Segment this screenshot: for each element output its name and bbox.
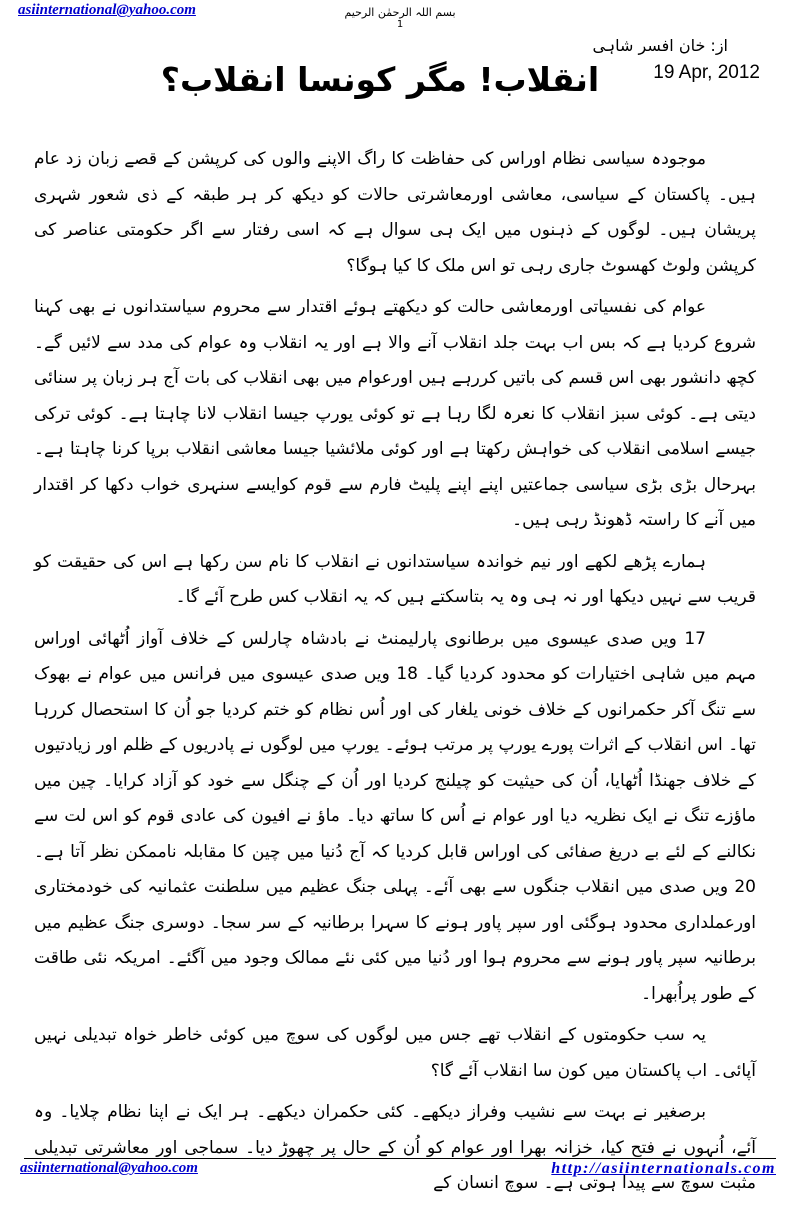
paragraph: موجودہ سیاسی نظام اوراس کی حفاظت کا راگ الاپنے والوں کی کرپشن کے قصے زبان زد عام ہیں۔ پاکستان کے سیاسی، معاشی اورمعاشرتی حالات کو دیکھ کر ہر طبقہ کے ذی شعور شہری پریشان ہیں۔ لوگوں کے ذہنوں میں ایک ہی سوال ہے کہ اسی رفتار سے اگر حکومتی عناصر کی کرپشن ولوٹ کھسوٹ جاری رہی تو اس ملک کا کیا ہوگا؟ bbox=[34, 149, 756, 276]
footer-website-link[interactable]: http://asiinternationals.com bbox=[551, 1160, 776, 1177]
article-date: 19 Apr, 2012 bbox=[653, 62, 760, 83]
article-body bbox=[34, 142, 756, 1208]
paragraph: عوام کی نفسیاتی اورمعاشی حالت کو دیکھتے ہوئے اقتدار سے محروم سیاستدانوں نے بھی کہنا شروع کردیا ہے کہ بس اب بہت جلد انقلاب آنے والا ہے اور یہ انقلاب وہ عوام کی مدد سے لائیں گے۔ کچھ دانشور بھی اس قسم کی باتیں کررہے ہیں اورعوام میں بھی انقلاب کی بات آج ہر زبان پر سنائی دیتی ہے۔ کوئی سبز انقلاب کا نعرہ لگا رہا ہے تو کوئی یورپ جیسا انقلاب لانا چاہتا ہے۔ کوئی ترکی جیسے اسلامی انقلاب کی خواہش رکھتا ہے اور کوئی ملائشیا جیسا معاشی انقلاب برپا کرنا چاہتا ہے۔ بہرحال بڑی بڑی سیاسی جماعتیں اپنے اپنے پلیٹ فارم سے قوم کوایسے سنہری خواب دکھا کر اقتدار میں آنے کا راستہ ڈھونڈ رہی ہیں۔ bbox=[34, 297, 756, 530]
paragraph: برصغیر نے بہت سے نشیب وفراز دیکھے۔ کئی حکمران دیکھے۔ ہر ایک نے اپنا نظام چلایا۔ وہ آئے، اُنہوں نے فتح کیا، خزانہ بھرا اور عوام کو اُن کے حال پر چھوڑ دیا۔ سماجی اور معاشرتی تبدیلی مثبت سوچ سے پیدا ہوتی ہے۔ سوچ انسان کے bbox=[34, 1102, 756, 1193]
paragraph: 17 ویں صدی عیسوی میں برطانوی پارلیمنٹ نے بادشاہ چارلس کے خلاف آواز اُٹھائی اوراس مہم میں شاہی اختیارات کو محدود کردیا گیا۔ 18 ویں صدی عیسوی میں فرانس میں عوام نے بھوک سے تنگ آکر حکمرانوں کے خلاف خونی یلغار کی اور اُس نظام کو ختم کردیا جو اُن کا استحصال کررہا تھا۔ اس انقلاب کے اثرات پورے یورپ پر مرتب ہوئے۔ یورپ میں لوگوں نے پادریوں کے ظلم اور زیادتیوں کے خلاف جھنڈا اُٹھایا، اُن کی حیثیت کو چیلنج کردیا اور اُن کے چنگل سے خود کو آزاد کرایا۔ چین میں ماؤزے تنگ نے ایک نظریہ دیا اور عوام نے اُس کا ساتھ دیا۔ ماؤ نے افیون کی عادی قوم کو اس لت سے نکالنے کے لئے بے دریغ صفائی کی اوراس قابل کردیا کہ آج دُنیا میں چین کا مقابلہ ناممکن نظر آتا ہے۔ 20 ویں صدی میں انقلاب جنگوں سے بھی آئے۔ پہلی جنگ عظیم میں سلطنت عثمانیہ کی خودمختاری اورعملداری محدود ہوگئی اور سپر پاور ہونے کا سہرا برطانیہ کے سر سجا۔ دوسری جنگ عظیم میں برطانیہ سپر پاور ہونے سے محروم ہوا اور دُنیا میں کئی نئے ممالک وجود میں آگئے۔ امریکہ نئی طاقت کے طور پراُبھرا۔ bbox=[34, 628, 756, 1004]
bismillah: بسم اللہ الرحمٰن الرحیم bbox=[344, 6, 456, 19]
article-title: انقلاب! مگر کونسا انقلاب؟ bbox=[160, 60, 600, 99]
footer-divider bbox=[24, 1158, 776, 1159]
paragraph: ہمارے پڑھے لکھے اور نیم خواندہ سیاستدانوں نے انقلاب کا نام سن رکھا ہے اس کی حقیقت کو قریب سے نہیں دیکھا اور نہ ہی وہ یہ بتاسکتے ہیں کہ یہ انقلاب کس طرح آئے گا۔ bbox=[34, 551, 756, 607]
header-email-link[interactable]: asiinternational@yahoo.com bbox=[18, 2, 196, 18]
footer-email-link[interactable]: asiinternational@yahoo.com bbox=[20, 1160, 198, 1176]
author-line: از: خان افسر شاہی bbox=[592, 36, 728, 55]
paragraph: یہ سب حکومتوں کے انقلاب تھے جس میں لوگوں کی سوچ میں کوئی خاطر خواہ تبدیلی نہیں آپائی۔ اب پاکستان میں کون سا انقلاب آئے گا؟ bbox=[34, 1025, 756, 1081]
page-number: 1 bbox=[396, 19, 404, 30]
